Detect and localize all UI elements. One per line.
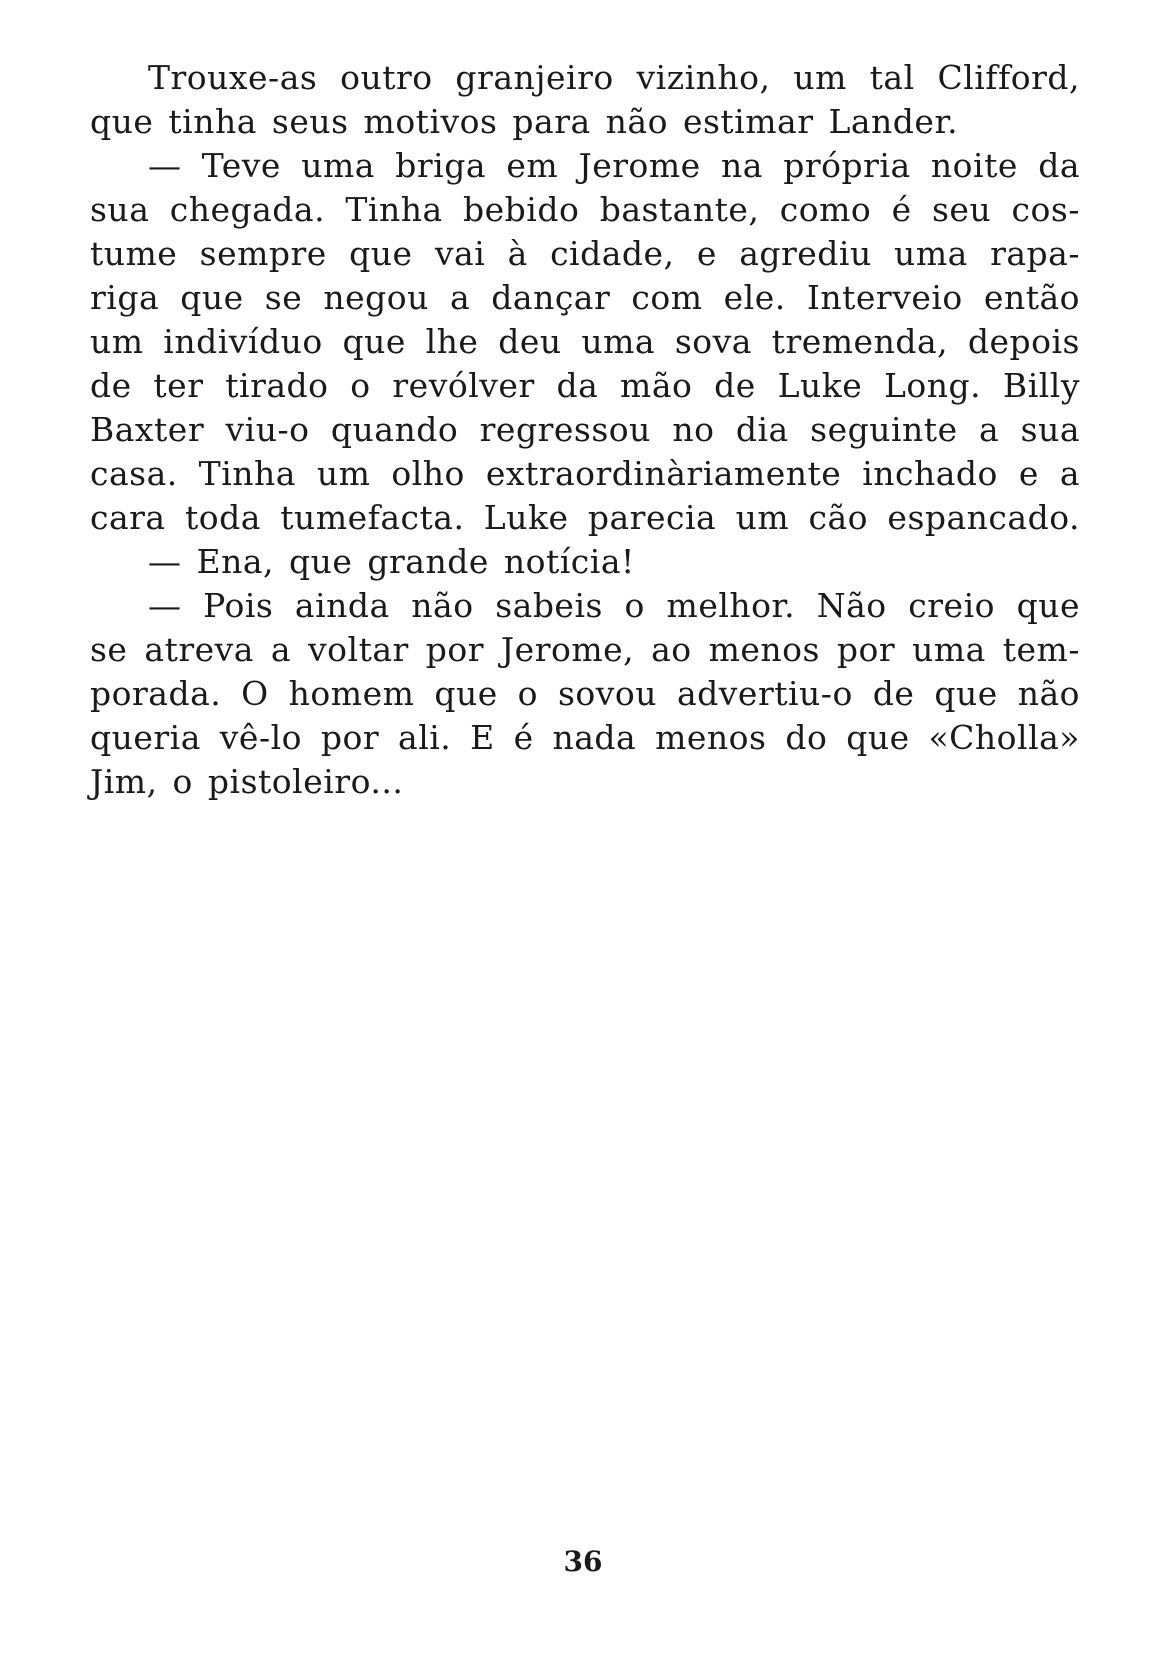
text-line: — Pois ainda não sabeis o melhor. Não creio que [148, 586, 1080, 625]
text-line: — Teve uma briga em Jerome na própria noite da [148, 146, 1080, 185]
text-line: Jim, o pistoleiro... [90, 762, 404, 801]
text-line: — Ena, que grande notícia! [148, 542, 635, 581]
body-text [90, 56, 1080, 804]
text-line: cara toda tumefacta. Luke parecia um cão espancado. [90, 498, 1080, 537]
text-line: casa. Tinha um olho extraordinàriamente inchado e a [90, 454, 1080, 493]
text-line: que tinha seus motivos para não estimar Lander. [90, 102, 959, 141]
text-line: queria vê-lo por ali. E é nada menos do que «Cholla» [90, 718, 1080, 757]
text-line: um indivíduo que lhe deu uma sova tremenda, depois [90, 322, 1080, 361]
page-number: 36 [563, 1545, 603, 1578]
text-line: Trouxe-as outro granjeiro vizinho, um tal Clifford, [148, 58, 1080, 97]
text-line: riga que se negou a dançar com ele. Interveio então [90, 278, 1080, 317]
text-line: porada. O homem que o sovou advertiu-o de que não [90, 674, 1080, 713]
text-line: se atreva a voltar por Jerome, ao menos por uma tem- [90, 630, 1080, 669]
text-line: de ter tirado o revólver da mão de Luke Long. Billy [90, 366, 1080, 405]
text-line: Baxter viu-o quando regressou no dia seguinte a sua [90, 410, 1080, 449]
text-line: sua chegada. Tinha bebido bastante, como é seu cos- [90, 190, 1080, 229]
text-line: tume sempre que vai à cidade, e agrediu uma rapa- [90, 234, 1080, 273]
